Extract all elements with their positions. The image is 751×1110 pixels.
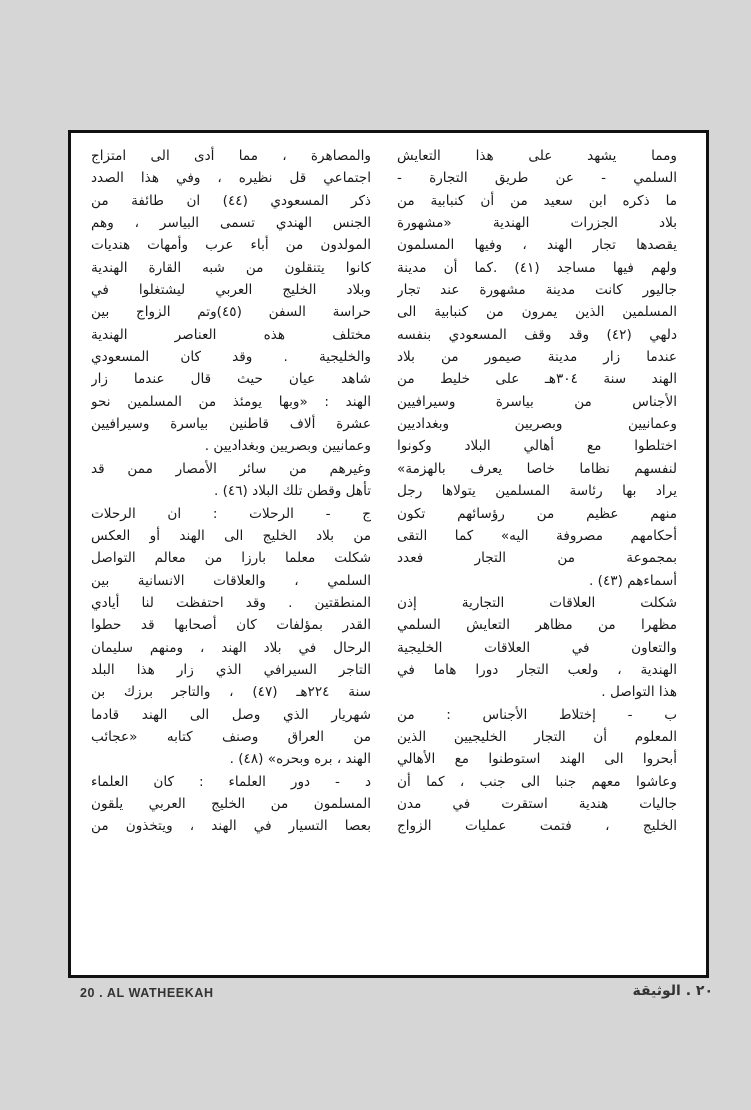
text-line: مختلف هذه العناصر الهندية bbox=[91, 326, 371, 343]
text-line: وغيرهم من سائر الأمصار ممن قد bbox=[91, 460, 371, 477]
text-line: شهريار الذي وصل الى الهند قادما bbox=[91, 706, 371, 723]
text-line: الهند سنة ٣٠٤هـ على خليط من bbox=[397, 371, 677, 388]
text-line: جاليات هندية استقرت في مدن bbox=[397, 795, 677, 812]
article-frame bbox=[68, 130, 709, 978]
text-line: الخليج ، فتمت عمليات الزواج bbox=[397, 818, 677, 835]
text-line: عندما زار مدينة صيمور من بلاد bbox=[397, 349, 677, 366]
text-line: وعاشوا معهم جنبا الى جنب ، كما أن bbox=[397, 773, 677, 790]
text-line: المولدون من أباء عرب وأمهات هنديات bbox=[91, 237, 371, 254]
text-line: شكلت معلما بارزا من معالم التواصل bbox=[91, 550, 371, 567]
text-line: عشرة ألاف قاطنين بياسرة وسيرافيين bbox=[91, 416, 371, 433]
text-line: كانوا يتنقلون من شبه القارة الهندية bbox=[91, 259, 371, 276]
text-line: اختلطوا مع أهالي البلاد وكونوا bbox=[397, 438, 677, 455]
text-line: القدر بمؤلفات كان أصحابها قد حطوا bbox=[91, 617, 371, 634]
footer-page-label-arabic: ٢٠ . الوثيقة bbox=[632, 983, 713, 999]
text-line: جاليور كانت مدينة مشهورة عند تجار bbox=[397, 282, 677, 299]
text-line: ولهم فيها مساجد (٤١) .كما أن مدينة bbox=[397, 259, 677, 276]
text-line: الجنس الهندي تسمى البياسر ، وهم bbox=[91, 215, 371, 232]
text-line: المسلمون من الخليج العربي يلقون bbox=[91, 795, 371, 812]
text-line: بلاد الجزرات الهندية «مشهورة bbox=[397, 215, 677, 232]
right-column bbox=[397, 145, 677, 838]
text-line: لنفسهم نظاما خاصا يعرف بالهزمة» bbox=[397, 460, 677, 477]
text-line: الهندية ، ولعب التجار دورا هاما في bbox=[397, 661, 677, 678]
text-line: ب - إختلاط الأجناس : من bbox=[397, 706, 677, 723]
text-line: ذكر المسعودي (٤٤) ان طائفة من bbox=[91, 192, 371, 209]
text-line: السلمي - عن طريق التجارة - bbox=[397, 170, 677, 187]
text-line: بمجموعة من التجار فعدد bbox=[397, 550, 677, 567]
footer-page-label-latin: 20 . AL WATHEEKAH bbox=[80, 986, 214, 1000]
text-line: ج - الرحلات : ان الرحلات bbox=[91, 505, 371, 522]
text-line: المعلوم أن التجار الخليجيين الذين bbox=[397, 728, 677, 745]
text-line: أحكامهم مصروفة اليه» كما التقى bbox=[397, 527, 677, 544]
text-line: أبحروا الى الهند استوطنوا مع الأهالي bbox=[397, 751, 677, 768]
text-line: مظهرا من مظاهر التعايش السلمي bbox=[397, 617, 677, 634]
text-line: بعصا التسيار في الهند ، ويتخذون من bbox=[91, 818, 371, 835]
text-line: أسماءهم (٤٣) . bbox=[589, 572, 677, 589]
text-line: من بلاد الخليج الى الهند أو العكس bbox=[91, 527, 371, 544]
text-line: شاهد عيان حيث قال عندما زار bbox=[91, 371, 371, 388]
text-line: اجتماعي قل نظيره ، وفي هذا الصدد bbox=[91, 170, 371, 187]
text-line: الرحال في بلاد الهند ، ومنهم سليمان bbox=[91, 639, 371, 656]
text-line: الأجناس من بياسرة وسيرافيين bbox=[397, 393, 677, 410]
text-line: المسلمين الذين يمرون من كنبابية الى bbox=[397, 304, 677, 321]
text-line: والمصاهرة ، مما أدى الى امتزاج bbox=[91, 148, 371, 164]
text-line: حراسة السفن (٤٥)وتم الزواج بين bbox=[91, 304, 371, 321]
text-line: وعمانيين وبصريين وبغداديين . bbox=[204, 438, 371, 455]
text-line: من العراق وصنف كتابه «عجائب bbox=[91, 728, 371, 745]
text-line: ما ذكره ابن سعيد من أن كنبابية من bbox=[397, 192, 677, 209]
text-line: التاجر السيرافي الذي زار هذا البلد bbox=[91, 661, 371, 678]
text-line: المنطقتين . وقد احتفظت لنا أيادي bbox=[91, 594, 371, 611]
text-line: السلمي ، والعلاقات الانسانية بين bbox=[91, 572, 371, 589]
text-line: منهم عظيم من رؤسائهم تكون bbox=[397, 505, 677, 522]
text-line: شكلت العلاقات التجارية إذن bbox=[397, 594, 677, 611]
text-line: د - دور العلماء : كان العلماء bbox=[91, 773, 371, 790]
text-line: الهند : «وبها يومئذ من المسلمين نحو bbox=[91, 393, 371, 410]
text-line: يراد بها رئاسة المسلمين يتولاها رجل bbox=[397, 483, 677, 500]
text-line: وعمانيين وبصريين وبغداديين bbox=[397, 416, 677, 433]
left-column bbox=[91, 145, 371, 838]
text-line: هذا التواصل . bbox=[601, 684, 677, 701]
text-line: يقصدها تجار الهند ، وفيها المسلمون bbox=[397, 237, 677, 254]
text-line: تأهل وقطن تلك البلاد (٤٦) . bbox=[213, 483, 371, 500]
text-line: والخليجية . وقد كان المسعودي bbox=[91, 349, 371, 366]
text-line: سنة ٢٢٤هـ (٤٧) ، والتاجر برزك بن bbox=[91, 684, 371, 701]
text-line: والتعاون في العلاقات الخليجية bbox=[397, 639, 677, 656]
text-line: ومما يشهد على هذا التعايش bbox=[397, 148, 677, 164]
text-line: الهند ، بره وبحره» (٤٨) . bbox=[229, 751, 371, 768]
text-line: وبلاد الخليج العربي ليشتغلوا في bbox=[91, 282, 371, 299]
text-line: دلهي (٤٢) وقد وقف المسعودي بنفسه bbox=[397, 326, 677, 343]
